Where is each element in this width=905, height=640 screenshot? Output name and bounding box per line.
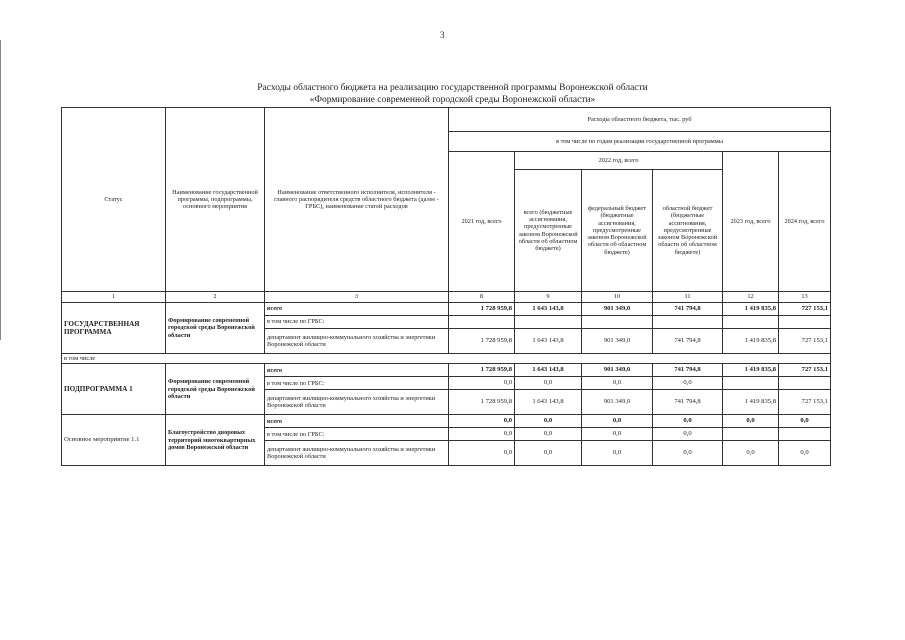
- row-label-dept: департамент жилищно-коммунального хозяйства и энергетики Воронежской области: [265, 441, 449, 466]
- value-cell: 741 794,8: [653, 329, 723, 354]
- value-cell: 0,0: [582, 441, 653, 466]
- header-col10: федеральный бюджет (бюджетные ассигнования, предусмотренные законом Воронежской области об областном бюджете): [582, 170, 653, 292]
- value-cell: 741 794,8: [653, 364, 723, 377]
- row-label-total: всего: [265, 415, 449, 428]
- value-cell: 0,0: [582, 377, 653, 390]
- document-title: [120, 82, 785, 106]
- value-cell: 0,0: [779, 441, 831, 466]
- value-cell: 0,0: [449, 415, 515, 428]
- col-number: 8: [449, 292, 515, 303]
- value-cell: [723, 377, 779, 390]
- value-cell: 1 643 143,8: [515, 364, 582, 377]
- value-cell: 1 728 959,8: [449, 303, 515, 316]
- col-number: 10: [582, 292, 653, 303]
- table-row: [62, 415, 831, 428]
- header-expenses: Расходы областного бюджета, тыс. руб: [449, 108, 831, 132]
- row-label-dept: департамент жилищно-коммунального хозяйства и энергетики Воронежской области: [265, 390, 449, 415]
- value-cell: 0,0: [515, 428, 582, 441]
- row-label-grbs: в том числе по ГРБС:: [265, 428, 449, 441]
- header-responsible: Наименование ответственного исполнителя, исполнителя - главного распорядителя средств областного бюджета (далее - ГРБС), наименование статей расходов: [265, 108, 449, 292]
- row-name: Формирование современной городской среды Воронежской области: [166, 364, 265, 415]
- value-cell: 1 728 959,8: [449, 329, 515, 354]
- value-cell: [779, 316, 831, 329]
- value-cell: 727 153,1: [779, 390, 831, 415]
- col-number: 11: [653, 292, 723, 303]
- value-cell: 1 419 835,8: [723, 390, 779, 415]
- row-status: Основное мероприятие 1.1: [62, 415, 166, 466]
- header-col9: всего (бюджетные ассигнования, предусмотренные законом Воронежской области об областном бюджете): [515, 170, 582, 292]
- header-2024: 2024 год, всего: [779, 152, 831, 292]
- value-cell: 901 349,0: [582, 329, 653, 354]
- row-label-total: всего: [265, 364, 449, 377]
- value-cell: [653, 316, 723, 329]
- title-line-2: «Формирование современной городской среды Воронежской области»: [309, 95, 596, 105]
- value-cell: [779, 377, 831, 390]
- row-label-dept: департамент жилищно-коммунального хозяйства и энергетики Воронежской области: [265, 329, 449, 354]
- value-cell: 0,0: [653, 428, 723, 441]
- col-number: 13: [779, 292, 831, 303]
- value-cell: 0,0: [723, 415, 779, 428]
- value-cell: [723, 316, 779, 329]
- value-cell: 0,0: [723, 441, 779, 466]
- value-cell: 1 643 143,8: [515, 303, 582, 316]
- col-number: 12: [723, 292, 779, 303]
- table-row: [62, 354, 831, 364]
- table-row: [62, 303, 831, 316]
- value-cell: [779, 428, 831, 441]
- title-line-1: Расходы областного бюджета на реализацию государственной программы Воронежской области: [257, 83, 648, 93]
- row-label-total: всего: [265, 303, 449, 316]
- header-col11: областной бюджет (бюджетные ассигнования, предусмотренные законом Воронежской области об областном бюджете): [653, 170, 723, 292]
- col-number: 1: [62, 292, 166, 303]
- value-cell: 727 153,1: [779, 303, 831, 316]
- table-row: [62, 364, 831, 377]
- value-cell: 901 349,0: [582, 390, 653, 415]
- value-cell: [449, 316, 515, 329]
- value-cell: 0,0: [582, 415, 653, 428]
- value-cell: 727 153,1: [779, 329, 831, 354]
- header-by-years: в том числе по годам реализации государственной программы: [449, 132, 831, 152]
- header-2022-total: 2022 год, всего: [515, 152, 723, 170]
- row-label-grbs: в том числе по ГРБС:: [265, 377, 449, 390]
- value-cell: 901 349,0: [582, 364, 653, 377]
- value-cell: 0,0: [653, 441, 723, 466]
- value-cell: 0,0: [515, 441, 582, 466]
- row-name: Формирование современной городской среды Воронежской области: [166, 303, 265, 354]
- col-number: 3: [265, 292, 449, 303]
- value-cell: 0,0: [779, 415, 831, 428]
- col-number: 9: [515, 292, 582, 303]
- value-cell: 1 419 835,8: [723, 364, 779, 377]
- value-cell: [723, 428, 779, 441]
- row-label-incl: в том числе: [62, 354, 831, 364]
- value-cell: 1 419 835,8: [723, 329, 779, 354]
- col-number: 2: [166, 292, 265, 303]
- row-label-grbs: в том числе по ГРБС:: [265, 316, 449, 329]
- value-cell: [582, 316, 653, 329]
- header-name: Наименование государственной программы, подпрограммы, основного мероприятия: [166, 108, 265, 292]
- value-cell: 0,0: [449, 441, 515, 466]
- value-cell: 0,0: [449, 377, 515, 390]
- row-status: ПОДПРОГРАММА 1: [62, 364, 166, 415]
- header-2023: 2023 год, всего: [723, 152, 779, 292]
- value-cell: 727 153,1: [779, 364, 831, 377]
- value-cell: 0,0: [449, 428, 515, 441]
- page-number: 3: [440, 30, 445, 40]
- value-cell: 0,0: [515, 415, 582, 428]
- value-cell: 741 794,8: [653, 390, 723, 415]
- row-name: Благоустройство дворовых территорий многоквартирных домов Воронежской области: [166, 415, 265, 466]
- value-cell: 0,0: [515, 377, 582, 390]
- value-cell: 1 419 835,8: [723, 303, 779, 316]
- value-cell: 0,0: [653, 377, 723, 390]
- page-edge-line: [0, 40, 1, 340]
- value-cell: 0,0: [582, 428, 653, 441]
- value-cell: 901 349,0: [582, 303, 653, 316]
- value-cell: 741 794,8: [653, 303, 723, 316]
- header-status: Статус: [62, 108, 166, 292]
- value-cell: 1 728 959,8: [449, 364, 515, 377]
- value-cell: [515, 316, 582, 329]
- value-cell: 1 643 143,8: [515, 329, 582, 354]
- budget-table: [61, 107, 831, 466]
- value-cell: 0,0: [653, 415, 723, 428]
- value-cell: 1 643 143,8: [515, 390, 582, 415]
- row-status: ГОСУДАРСТВЕННАЯ ПРОГРАММА: [62, 303, 166, 354]
- value-cell: 1 728 959,8: [449, 390, 515, 415]
- header-2021: 2021 год, всего: [449, 152, 515, 292]
